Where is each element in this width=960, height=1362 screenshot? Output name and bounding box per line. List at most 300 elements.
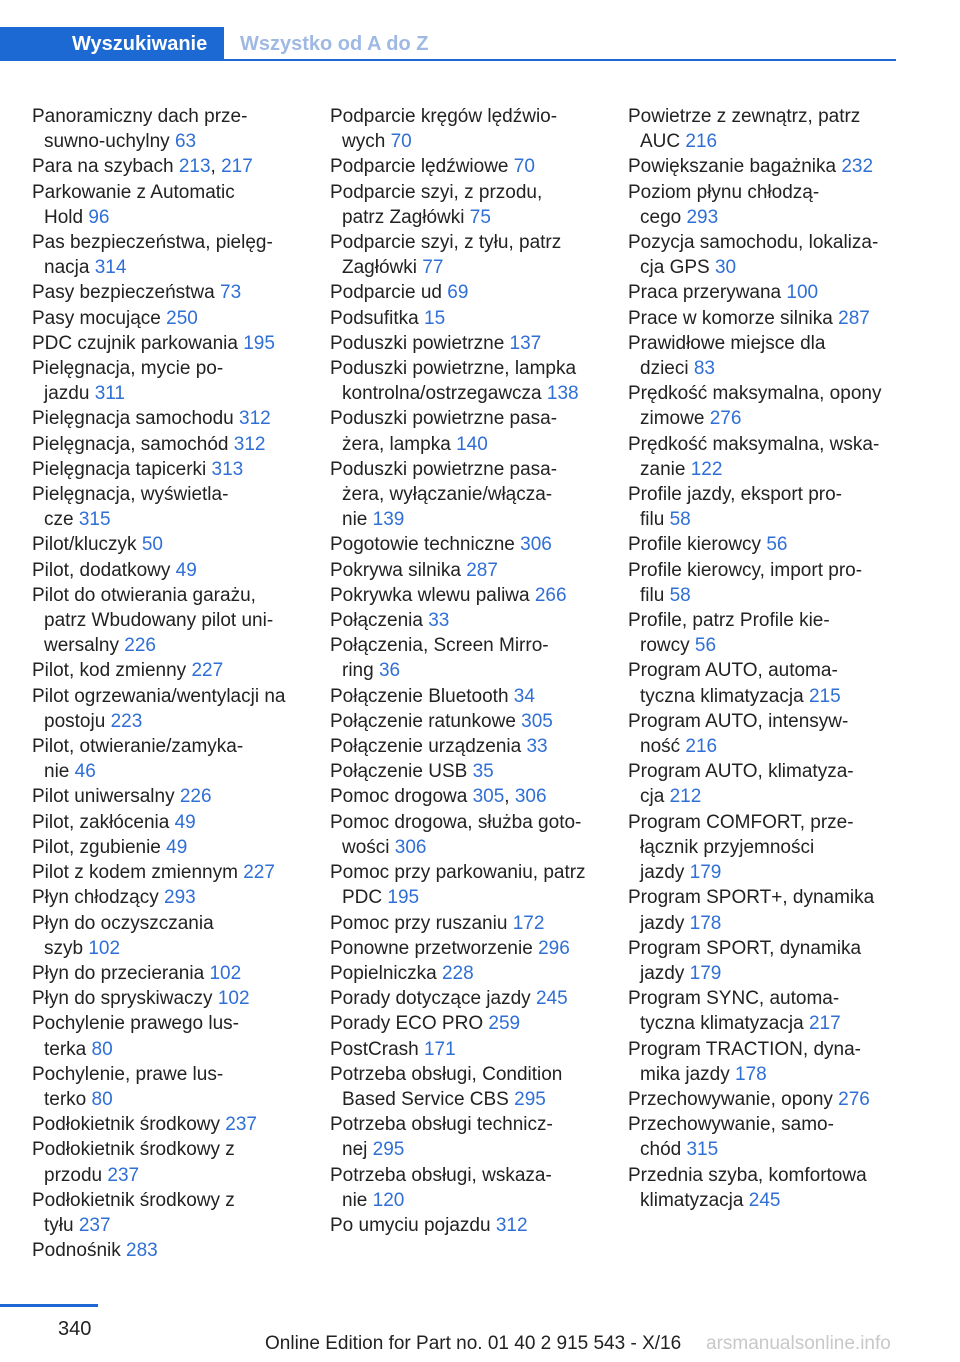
page-link[interactable]: 63: [174, 131, 197, 153]
entry-term: tyczna klimatyzacja: [640, 1013, 804, 1035]
page-link[interactable]: 49: [175, 559, 197, 581]
page-link[interactable]: 122: [690, 458, 723, 480]
page-link[interactable]: 49: [166, 836, 188, 858]
index-entry: [330, 810, 620, 860]
page-link[interactable]: 296: [538, 937, 570, 959]
entry-term: Program TRACTION, dyna-: [628, 1038, 861, 1060]
index-entry: [628, 331, 918, 381]
index-entry: [628, 230, 918, 280]
page-link[interactable]: 216: [685, 736, 718, 758]
entry-term: cego: [640, 206, 682, 228]
page-link[interactable]: 223: [110, 710, 143, 732]
entry-term: Prawidłowe miejsce dla: [628, 332, 826, 354]
index-entry: [32, 860, 322, 885]
index-entry: [330, 1037, 620, 1062]
page-link[interactable]: 227: [191, 660, 224, 682]
page-link[interactable]: 293: [686, 206, 719, 228]
page-link[interactable]: 305: [521, 710, 553, 732]
index-entry: [628, 986, 918, 1036]
entry-term: tyczna klimatyzacja: [640, 685, 804, 707]
entry-term: Based Service CBS: [342, 1088, 509, 1110]
entry-term: Przechowywanie, opony: [628, 1088, 833, 1110]
index-entry: [330, 608, 620, 633]
entry-term: Połączenia: [330, 610, 423, 632]
page-link[interactable]: 266: [534, 584, 567, 606]
page-link[interactable]: 306: [520, 534, 552, 556]
index-entry: [32, 835, 322, 860]
index-entry: [330, 331, 620, 356]
page-link[interactable]: 172: [512, 912, 545, 934]
entry-term: Podparcie kręgów lędźwio-: [330, 106, 558, 127]
entry-term: ność: [640, 736, 681, 758]
entry-term: rowcy: [640, 635, 690, 657]
entry-term: Profile, patrz Profile kie-: [628, 610, 830, 632]
index-entry: [330, 532, 620, 557]
entry-term: Pielęgnacja, wyświetla-: [32, 484, 229, 506]
index-entry: [330, 306, 620, 331]
page-link[interactable]: 312: [239, 408, 271, 430]
index-entry: [628, 885, 918, 935]
entry-term: Program SYNC, automa-: [628, 988, 840, 1010]
index-entry: [32, 457, 322, 482]
page-link[interactable]: 293: [164, 887, 196, 909]
index-entry: [628, 810, 918, 886]
index-entry: [628, 482, 918, 532]
page-link[interactable]: 33: [428, 610, 450, 632]
entry-term: Pielęgnacja, samochód: [32, 433, 229, 455]
index-entry: [32, 784, 322, 809]
page-link[interactable]: 46: [74, 761, 96, 783]
page-link[interactable]: 36: [378, 660, 401, 682]
page-link[interactable]: 15: [424, 307, 446, 329]
entry-term: postoju: [44, 710, 106, 732]
index-entry: [330, 961, 620, 986]
entry-term: nej: [342, 1139, 368, 1161]
entry-term: Podparcie szyi, z przodu,: [330, 181, 543, 203]
page-link[interactable]: 245: [535, 988, 568, 1010]
entry-term: Profile kierowcy, import pro-: [628, 559, 863, 581]
entry-term: Pas bezpieczeństwa, pielęg-: [32, 232, 273, 254]
entry-term: Pomoc przy ruszaniu: [330, 912, 508, 934]
entry-term: Powietrze z zewnątrz, patrz: [628, 106, 861, 127]
entry-term: Program AUTO, automa-: [628, 660, 838, 682]
page-link[interactable]: 195: [387, 887, 420, 909]
page-link[interactable]: 212: [669, 786, 702, 808]
page-link[interactable]: 70: [390, 131, 412, 153]
footer-rule: [0, 1304, 98, 1307]
page-link[interactable]: 287: [466, 559, 498, 581]
entry-term: Pilot/kluczyk: [32, 534, 137, 556]
entry-term: Pilot z kodem zmiennym: [32, 862, 238, 884]
index-entry: [32, 986, 322, 1011]
page-link[interactable]: 96: [88, 206, 110, 228]
index-entry: [330, 1062, 620, 1112]
page-link[interactable]: 34: [513, 685, 535, 707]
page-link[interactable]: 259: [488, 1013, 521, 1035]
entry-term: Prędkość maksymalna, wska-: [628, 433, 880, 455]
entry-term: tyłu: [44, 1214, 74, 1236]
page-link[interactable]: 102: [209, 962, 242, 984]
page-link[interactable]: 245: [748, 1189, 781, 1211]
page-link[interactable]: 312: [495, 1214, 528, 1236]
page-link[interactable]: 306: [394, 836, 427, 858]
entry-term: jazdy: [640, 912, 685, 934]
entry-term: cja: [640, 786, 665, 808]
entry-term: szyb: [44, 937, 84, 959]
entry-term: Pomoc przy parkowaniu, patrz: [330, 862, 586, 884]
entry-term: Pilot uniwersalny: [32, 786, 175, 808]
index-entry: [628, 658, 918, 708]
index-entry: [330, 684, 620, 709]
page-link[interactable]: 306: [514, 786, 547, 808]
entry-term: Hold: [44, 206, 84, 228]
index-column-1: [32, 104, 322, 1263]
entry-term: Podsufitka: [330, 307, 419, 329]
page-link[interactable]: 50: [141, 534, 163, 556]
entry-term: Panoramiczny dach prze-: [32, 106, 248, 127]
entry-term: Przednia szyba, komfortowa: [628, 1164, 867, 1186]
entry-term: Pilot, otwieranie/zamyka-: [32, 736, 244, 758]
index-entry: [330, 734, 620, 759]
entry-term: Pilot, zakłócenia: [32, 811, 170, 833]
entry-term: Program COMFORT, prze-: [628, 811, 854, 833]
entry-term: nie: [44, 761, 70, 783]
entry-term: Podparcie lędźwiowe: [330, 156, 509, 178]
entry-term: Pilot ogrzewania/wentylacji na: [32, 685, 286, 707]
page-link[interactable]: 102: [88, 937, 121, 959]
page-link[interactable]: 75: [469, 206, 491, 228]
index-entry: [32, 583, 322, 659]
entry-term: filu: [640, 584, 665, 606]
index-entry: [330, 104, 620, 154]
entry-term: dzieci: [640, 358, 689, 380]
page-link[interactable]: 237: [78, 1214, 111, 1236]
page-link[interactable]: 250: [166, 307, 198, 329]
index-entry: [330, 1112, 620, 1162]
index-entry: [32, 104, 322, 154]
header-rule: [224, 59, 896, 61]
entry-term: Pasy mocujące: [32, 307, 161, 329]
entry-term: Płyn chłodzący: [32, 887, 159, 909]
entry-term: Ponowne przetworzenie: [330, 937, 533, 959]
index-entry: [32, 1137, 322, 1187]
entry-term: Poduszki powietrzne: [330, 332, 505, 354]
entry-term: Potrzeba obsługi, Condition: [330, 1063, 563, 1085]
index-entry: [330, 1213, 620, 1238]
entry-term: Poduszki powietrzne pasa-: [330, 408, 558, 430]
entry-term: mika jazdy: [640, 1063, 730, 1085]
page-link[interactable]: 56: [694, 635, 717, 657]
index-entry: [32, 356, 322, 406]
page-link[interactable]: 70: [513, 156, 535, 178]
page-link[interactable]: 237: [225, 1114, 257, 1136]
entry-term: przodu: [44, 1164, 103, 1186]
entry-term: Program SPORT, dynamika: [628, 937, 862, 959]
page-link[interactable]: 217: [221, 156, 253, 178]
index-entry: [330, 709, 620, 734]
entry-term: filu: [640, 509, 665, 531]
entry-term: Parkowanie z Automatic: [32, 181, 235, 203]
index-entry: [32, 1238, 322, 1263]
page-link[interactable]: 73: [220, 282, 242, 304]
entry-term: PostCrash: [330, 1038, 419, 1060]
entry-term: wersalny: [44, 635, 119, 657]
page-link[interactable]: 216: [685, 131, 718, 153]
index-entry: [330, 406, 620, 456]
entry-term: Pielęgnacja, mycie po-: [32, 358, 224, 380]
entry-term: Porady dotyczące jazdy: [330, 988, 531, 1010]
page-link[interactable]: 226: [179, 786, 212, 808]
index-entry: [32, 810, 322, 835]
page-link[interactable]: 56: [766, 534, 788, 556]
index-entry: [32, 1011, 322, 1061]
page-link[interactable]: 313: [211, 458, 244, 480]
page-link[interactable]: 228: [441, 962, 474, 984]
page-link[interactable]: 35: [472, 761, 494, 783]
page-link[interactable]: 138: [546, 383, 579, 405]
page-link[interactable]: 295: [514, 1088, 546, 1110]
entry-term: żera, wyłączanie/włącza-: [342, 484, 553, 506]
page-link[interactable]: 80: [91, 1088, 113, 1110]
index-entry: [330, 633, 620, 683]
entry-term: chód: [640, 1139, 682, 1161]
entry-term: Podłokietnik środkowy: [32, 1114, 220, 1136]
entry-term: nacja: [44, 257, 90, 279]
index-entry: [628, 104, 918, 154]
page-link[interactable]: 227: [243, 862, 275, 884]
entry-term: cja GPS: [640, 257, 710, 279]
entry-term: Pokrywka wlewu paliwa: [330, 584, 530, 606]
entry-term: Popielniczka: [330, 962, 437, 984]
index-entry: [628, 154, 918, 179]
index-entry: [330, 180, 620, 230]
entry-term: Poduszki powietrzne pasa-: [330, 458, 558, 480]
entry-term: Porady ECO PRO: [330, 1013, 484, 1035]
page-link[interactable]: 312: [233, 433, 266, 455]
index-entry: [32, 1188, 322, 1238]
index-entry: [330, 759, 620, 784]
entry-term: Powiększanie bagażnika: [628, 156, 837, 178]
entry-term: AUC: [640, 131, 681, 153]
page-link[interactable]: 69: [447, 282, 469, 304]
entry-term: Profile jazdy, eksport pro-: [628, 484, 843, 506]
entry-term: zimowe: [640, 408, 705, 430]
entry-term: Podparcie szyi, z tyłu, patrz: [330, 232, 562, 254]
index-entry: [330, 860, 620, 910]
index-entry: [628, 381, 918, 431]
entry-term: Potrzeba obsługi, wskaza-: [330, 1164, 552, 1186]
entry-term: Podnośnik: [32, 1240, 121, 1262]
page-link[interactable]: 83: [693, 358, 715, 380]
entry-term: Pilot do otwierania garażu,: [32, 584, 256, 606]
page-link[interactable]: 295: [372, 1139, 405, 1161]
entry-term: suwno-uchylny: [44, 131, 170, 153]
page-link[interactable]: 77: [422, 257, 444, 279]
entry-term: Pasy bezpieczeństwa: [32, 282, 215, 304]
index-entry: [330, 1011, 620, 1036]
page-link[interactable]: 139: [372, 509, 405, 531]
index-entry: [330, 911, 620, 936]
entry-term: cze: [44, 509, 74, 531]
page-link[interactable]: 80: [91, 1038, 113, 1060]
entry-term: Pilot, zgubienie: [32, 836, 161, 858]
index-entry: [628, 1112, 918, 1162]
index-entry: Pomoc drogowa 305, 306: [330, 786, 547, 808]
page-link[interactable]: 232: [841, 156, 874, 178]
index-entry: [32, 180, 322, 230]
entry-term: terka: [44, 1038, 87, 1060]
page-link[interactable]: 226: [124, 635, 156, 657]
page-link[interactable]: 58: [669, 584, 691, 606]
entry-term: klimatyzacja: [640, 1189, 744, 1211]
page-link[interactable]: 171: [423, 1038, 456, 1060]
entry-term: Pilot, kod zmienny: [32, 660, 187, 682]
entry-term: Pokrywa silnika: [330, 559, 461, 581]
entry-term: Program AUTO, klimatyza-: [628, 761, 854, 783]
entry-term: Pielęgnacja samochodu: [32, 408, 234, 430]
edition-note: Online Edition for Part no. 01 40 2 915 543 - X/16: [265, 1333, 682, 1354]
entry-term: patrz Zagłówki: [342, 206, 465, 228]
index-entry: [330, 280, 620, 305]
page-link[interactable]: 276: [838, 1088, 870, 1110]
entry-term: Połączenie ratunkowe: [330, 710, 516, 732]
page-link[interactable]: 217: [808, 1013, 841, 1035]
page-link[interactable]: 276: [709, 408, 742, 430]
entry-term: Pomoc drogowa, służba goto-: [330, 811, 582, 833]
index-entry: [32, 684, 322, 734]
page-link[interactable]: 179: [689, 962, 722, 984]
index-entry: [32, 331, 322, 356]
page-link[interactable]: 213: [178, 156, 211, 178]
page-link[interactable]: 137: [509, 332, 542, 354]
entry-term: Prace w komorze silnika: [628, 307, 833, 329]
entry-term: Pomoc drogowa: [330, 786, 468, 808]
entry-term: Pielęgnacja tapicerki: [32, 458, 207, 480]
index-entry: [330, 154, 620, 179]
entry-term: Połączenie Bluetooth: [330, 685, 509, 707]
entry-term: nie: [342, 509, 368, 531]
page-link[interactable]: 314: [94, 257, 127, 279]
page-link[interactable]: 100: [786, 282, 819, 304]
index-entry: [330, 457, 620, 533]
page-link[interactable]: 30: [714, 257, 737, 279]
index-entry: [32, 558, 322, 583]
entry-term: Po umyciu pojazdu: [330, 1214, 491, 1236]
page-link[interactable]: 215: [808, 685, 841, 707]
entry-term: Połączenie urządzenia: [330, 736, 522, 758]
page-link[interactable]: 311: [94, 383, 125, 405]
index-entry: [628, 936, 918, 986]
entry-term: Płyn do oczyszczania: [32, 912, 214, 934]
entry-term: ring: [342, 660, 374, 682]
page-link[interactable]: 178: [689, 912, 722, 934]
index-entry: [628, 1087, 918, 1112]
index-entry: Para na szybach 213, 217: [32, 156, 253, 178]
page-link[interactable]: 179: [689, 862, 722, 884]
entry-term: Para na szybach: [32, 156, 174, 178]
index-entry: [32, 230, 322, 280]
index-column-2: [330, 104, 620, 1238]
entry-term: nie: [342, 1189, 368, 1211]
index-entry: [32, 482, 322, 532]
index-entry: [32, 532, 322, 557]
entry-term: Program SPORT+, dynamika: [628, 887, 875, 909]
index-entry: [32, 406, 322, 431]
index-entry: [330, 583, 620, 608]
page-link[interactable]: 195: [243, 332, 275, 354]
index-entry: [330, 936, 620, 961]
entry-term: Pilot, dodatkowy: [32, 559, 171, 581]
page-link[interactable]: 178: [735, 1063, 767, 1085]
entry-term: jazdy: [640, 862, 685, 884]
page-link[interactable]: 283: [126, 1240, 158, 1262]
entry-term: wości: [342, 836, 390, 858]
index-entry: [628, 432, 918, 482]
entry-term: patrz Wbudowany pilot uni-: [44, 610, 274, 632]
index-entry: [628, 558, 918, 608]
entry-term: żera, lampka: [342, 433, 451, 455]
index-entry: [628, 180, 918, 230]
entry-term: Prędkość maksymalna, opony: [628, 383, 882, 405]
page-link[interactable]: 237: [107, 1164, 140, 1186]
page-link[interactable]: 120: [372, 1189, 405, 1211]
tab-a-to-z[interactable]: Wszystko od A do Z: [240, 33, 429, 55]
index-entry: [330, 230, 620, 280]
entry-term: Połączenia, Screen Mirro-: [330, 635, 549, 657]
index-entry: [32, 734, 322, 784]
index-entry: [32, 1112, 322, 1137]
tab-search[interactable]: Wyszukiwanie: [0, 27, 224, 61]
page-link[interactable]: 58: [669, 509, 691, 531]
entry-term: Pochylenie prawego lus-: [32, 1013, 240, 1035]
index-entry: [32, 658, 322, 683]
index-entry: [330, 356, 620, 406]
entry-term: Poduszki powietrzne, lampka: [330, 358, 577, 380]
index-entry: [628, 1163, 918, 1213]
index-entry: [628, 759, 918, 809]
page-link[interactable]: 305: [472, 786, 505, 808]
page-link[interactable]: 287: [838, 307, 870, 329]
entry-term: Program AUTO, intensyw-: [628, 710, 849, 732]
index-entry: [628, 280, 918, 305]
entry-term: Podparcie ud: [330, 282, 442, 304]
entry-term: Podłokietnik środkowy z: [32, 1189, 235, 1211]
entry-term: Pozycja samochodu, lokaliza-: [628, 232, 879, 254]
index-column-3: [628, 104, 918, 1213]
index-entry: [32, 911, 322, 961]
entry-term: łącznik przyjemności: [640, 836, 815, 858]
page-link[interactable]: 49: [174, 811, 196, 833]
entry-term: PDC: [342, 887, 383, 909]
index-entry: [32, 306, 322, 331]
index-entry: [628, 306, 918, 331]
entry-term: Zagłówki: [342, 257, 417, 279]
page-link[interactable]: 315: [686, 1139, 719, 1161]
index-entry: [628, 532, 918, 557]
page-link[interactable]: 102: [217, 988, 250, 1010]
index-entry: [32, 432, 322, 457]
page-link[interactable]: 33: [526, 736, 548, 758]
page-link[interactable]: 315: [78, 509, 111, 531]
entry-term: Praca przerywana: [628, 282, 782, 304]
page-link[interactable]: 140: [456, 433, 488, 455]
entry-term: jazdu: [44, 383, 90, 405]
entry-term: Płyn do spryskiwaczy: [32, 988, 213, 1010]
entry-term: Pochylenie, prawe lus-: [32, 1063, 224, 1085]
entry-term: Poziom płynu chłodzą-: [628, 181, 820, 203]
entry-term: wych: [342, 131, 386, 153]
index-entry: [330, 1163, 620, 1213]
